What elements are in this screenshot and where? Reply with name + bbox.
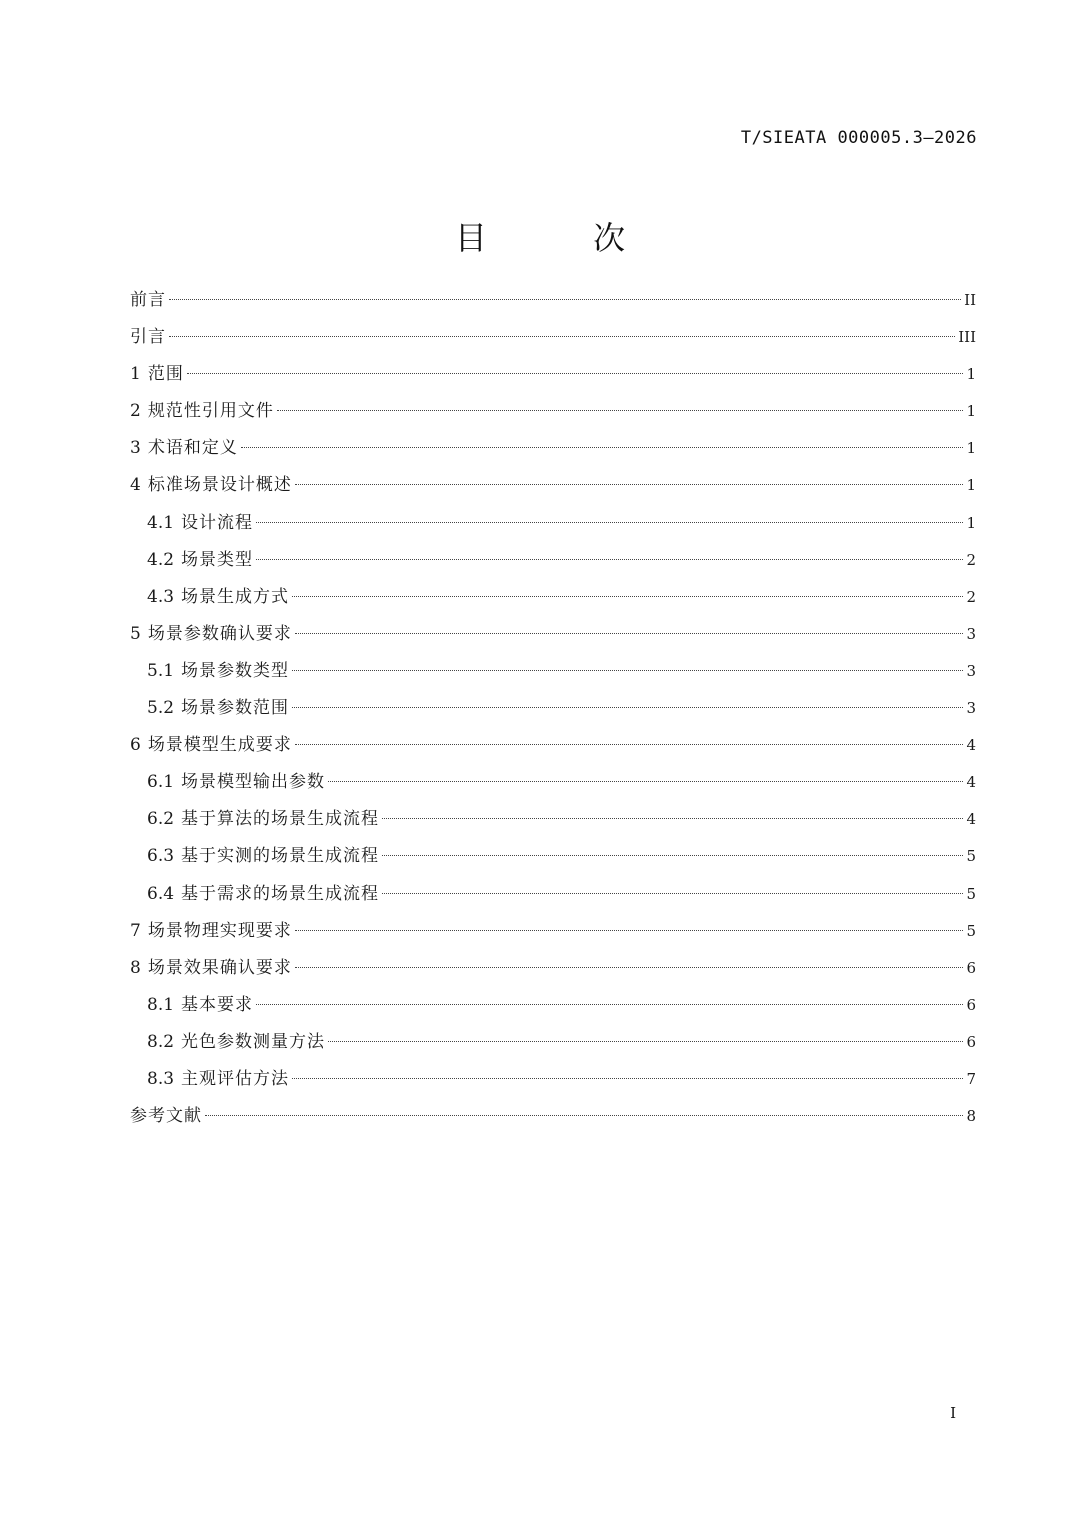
toc-dot-leader xyxy=(328,1041,963,1042)
toc-entry[interactable] xyxy=(130,505,976,542)
toc-entry-page: 1 xyxy=(966,365,976,384)
toc-entry[interactable] xyxy=(130,653,976,690)
document-code: T/SIEATA 000005.3—2026 xyxy=(740,128,977,148)
toc-dot-leader xyxy=(241,447,964,448)
toc-entry-title: 规范性引用文件 xyxy=(147,401,274,422)
toc-entry[interactable] xyxy=(130,467,976,504)
toc-entry[interactable] xyxy=(130,727,976,764)
toc-entry[interactable] xyxy=(130,690,976,727)
toc-entry-page: 5 xyxy=(966,884,976,903)
toc-entry[interactable] xyxy=(130,282,976,319)
toc-entry-page: 2 xyxy=(966,550,976,569)
toc-entry-number: 8.3 xyxy=(147,1068,175,1089)
toc-entry-title: 基本要求 xyxy=(181,994,254,1015)
toc-entry[interactable] xyxy=(130,764,976,801)
toc-entry-title: 主观评估方法 xyxy=(181,1068,290,1089)
toc-dot-leader xyxy=(295,633,964,634)
toc-dot-leader xyxy=(295,484,964,485)
toc-dot-leader xyxy=(295,930,964,931)
toc-dot-leader xyxy=(292,670,963,671)
toc-entry-title: 基于需求的场景生成流程 xyxy=(181,883,380,904)
toc-entry-number: 5 xyxy=(130,623,141,644)
toc-entry-number: 6 xyxy=(130,735,141,756)
toc-entry-number: 6.2 xyxy=(147,809,175,830)
toc-entry[interactable] xyxy=(130,356,976,393)
toc-entry-page: 6 xyxy=(966,1032,976,1051)
toc-entry-page: 1 xyxy=(966,476,976,495)
toc-entry-title: 场景效果确认要求 xyxy=(147,957,292,978)
toc-entry-title: 光色参数测量方法 xyxy=(181,1031,326,1052)
toc-entry-page: 1 xyxy=(966,439,976,458)
toc-entry-number: 5.1 xyxy=(147,660,175,681)
toc-entry-page: 3 xyxy=(966,699,976,718)
toc-entry-page: III xyxy=(958,328,976,347)
toc-dot-leader xyxy=(256,559,963,560)
toc-dot-leader xyxy=(169,336,955,337)
toc-entry[interactable] xyxy=(130,319,976,356)
toc-entry-page: 1 xyxy=(966,513,976,532)
toc-entry-title: 场景生成方式 xyxy=(181,586,290,607)
toc-entry-page: 5 xyxy=(966,847,976,866)
toc-entry-number: 8 xyxy=(130,957,141,978)
toc-entry[interactable] xyxy=(130,801,976,838)
toc-dot-leader xyxy=(295,744,964,745)
toc-dot-leader xyxy=(256,1004,963,1005)
toc-entry-title: 场景模型生成要求 xyxy=(147,735,292,756)
toc-entry-page: 4 xyxy=(966,773,976,792)
toc-dot-leader xyxy=(328,781,963,782)
toc-entry-number: 6.3 xyxy=(147,846,175,867)
toc-entry[interactable] xyxy=(130,616,976,653)
toc-entry-number: 8.2 xyxy=(147,1031,175,1052)
toc-entry-page: 4 xyxy=(966,810,976,829)
toc-entry-page: II xyxy=(964,291,976,309)
toc-entry-title: 场景模型输出参数 xyxy=(181,772,326,793)
toc-entry-title: 场景类型 xyxy=(181,549,254,570)
toc-dot-leader xyxy=(292,707,963,708)
toc-entry-number: 6.1 xyxy=(147,772,175,793)
toc-dot-leader xyxy=(187,373,964,374)
toc-entry-number: 8.1 xyxy=(147,994,175,1015)
toc-entry-page: 8 xyxy=(966,1107,976,1126)
toc-entry[interactable] xyxy=(130,1098,976,1135)
toc-entry-number: 4.2 xyxy=(147,549,175,570)
toc-entry-page: 6 xyxy=(966,995,976,1014)
table-of-contents xyxy=(130,282,976,1135)
toc-entry-number: 3 xyxy=(130,438,141,459)
toc-entry-page: 3 xyxy=(966,624,976,643)
toc-entry[interactable] xyxy=(130,393,976,430)
toc-entry-page: 2 xyxy=(966,587,976,606)
toc-dot-leader xyxy=(256,522,963,523)
page-number: I xyxy=(950,1404,956,1422)
toc-entry-number: 4.1 xyxy=(147,512,175,533)
toc-dot-leader xyxy=(295,967,964,968)
toc-entry-title: 标准场景设计概述 xyxy=(147,475,292,496)
toc-entry[interactable] xyxy=(130,876,976,913)
toc-dot-leader xyxy=(292,596,963,597)
toc-entry-title: 基于实测的场景生成流程 xyxy=(181,846,380,867)
toc-entry-title: 范围 xyxy=(147,364,184,385)
toc-entry-title: 参考文献 xyxy=(130,1106,202,1127)
toc-entry-title: 设计流程 xyxy=(181,512,254,533)
toc-dot-leader xyxy=(382,893,963,894)
toc-dot-leader xyxy=(292,1078,963,1079)
toc-entry-number: 6.4 xyxy=(147,883,175,904)
toc-entry-title: 场景参数确认要求 xyxy=(147,623,292,644)
toc-entry-number: 7 xyxy=(130,920,141,941)
toc-entry-number: 1 xyxy=(130,364,141,385)
toc-entry[interactable] xyxy=(130,542,976,579)
page-title: 目 次 xyxy=(454,219,674,257)
toc-entry-title: 前言 xyxy=(130,290,166,310)
toc-entry-page: 1 xyxy=(966,402,976,421)
toc-entry-title: 基于算法的场景生成流程 xyxy=(181,809,380,830)
toc-dot-leader xyxy=(382,818,963,819)
toc-entry[interactable] xyxy=(130,430,976,467)
toc-entry-page: 5 xyxy=(966,921,976,940)
toc-entry-page: 3 xyxy=(966,661,976,680)
toc-dot-leader xyxy=(169,299,961,300)
toc-entry-title: 场景物理实现要求 xyxy=(147,920,292,941)
toc-entry-title: 引言 xyxy=(130,327,166,348)
toc-dot-leader xyxy=(205,1115,963,1116)
toc-entry-number: 2 xyxy=(130,401,141,422)
toc-dot-leader xyxy=(277,410,964,411)
toc-entry-page: 6 xyxy=(966,958,976,977)
toc-entry[interactable] xyxy=(130,1061,976,1098)
toc-entry[interactable] xyxy=(130,838,976,875)
toc-entry[interactable] xyxy=(130,579,976,616)
toc-entry[interactable] xyxy=(130,950,976,987)
toc-dot-leader xyxy=(382,855,963,856)
toc-entry-title: 术语和定义 xyxy=(147,438,238,459)
toc-entry-page: 7 xyxy=(966,1069,976,1088)
toc-entry-page: 4 xyxy=(966,736,976,755)
toc-entry-title: 场景参数类型 xyxy=(181,660,290,681)
toc-entry-number: 5.2 xyxy=(147,698,175,719)
toc-entry-title: 场景参数范围 xyxy=(181,698,290,719)
toc-entry[interactable] xyxy=(130,1024,976,1061)
toc-entry-number: 4 xyxy=(130,475,141,496)
toc-entry[interactable] xyxy=(130,987,976,1024)
toc-entry-number: 4.3 xyxy=(147,586,175,607)
toc-entry[interactable] xyxy=(130,913,976,950)
